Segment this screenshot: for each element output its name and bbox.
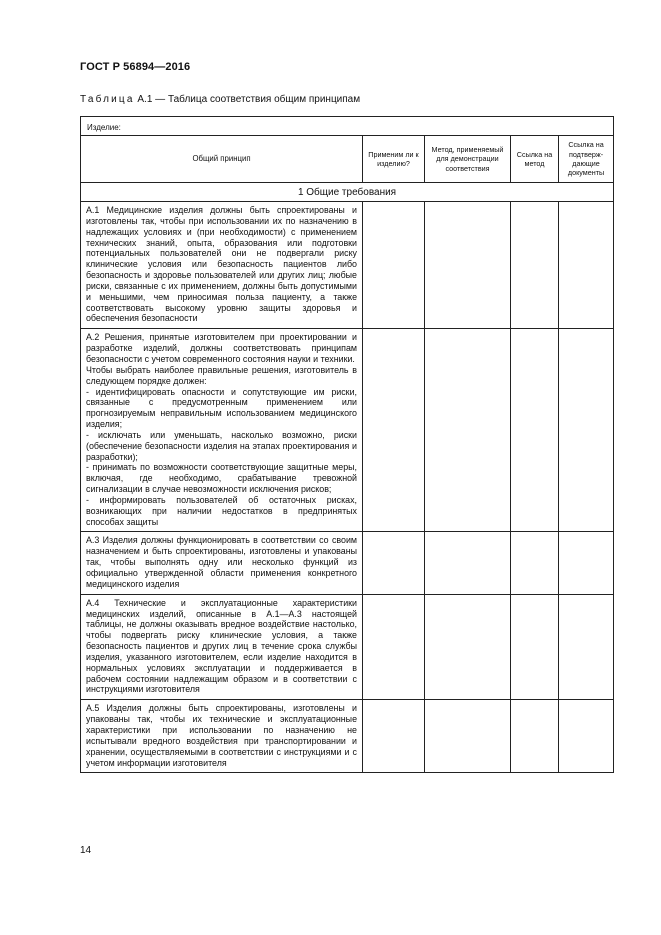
principle-text: А.1 Медицинские изделия должны быть спроектированы и изготовлены так, чтобы при использовании их по назначению в надлежащих условиях и (при необходимости) с применением технических знаний, опыта, образования или подготовки потенциальных пользователей они не подвергали риску клинические условия или безопасность пациентов либо безопасность и здоровье пользователей или других лиц; любые риски, связанные с их применением, должны быть допустимыми и меньшими, чем приносимая польза пациенту, а также соответствовать высокому уровню защиты здоровья и обеспечения безопасности [86, 205, 357, 324]
cell-method-ref [511, 594, 559, 700]
cell-confirming-docs [559, 329, 614, 532]
cell-method [425, 594, 511, 700]
header-row [81, 136, 614, 183]
compliance-table [80, 116, 614, 773]
table-row [81, 329, 614, 532]
cell-applicable [363, 700, 425, 773]
cell-confirming-docs [559, 202, 614, 329]
table-row [81, 594, 614, 700]
principle-text: А.2 Решения, принятые изготовителем при проектировании и разработке изделий, должны соответствовать принципам безопасности с учетом современного состояния науки и техники. [86, 332, 357, 364]
cell-method [425, 202, 511, 329]
cell-confirming-docs [559, 532, 614, 594]
table-caption [80, 94, 360, 105]
cell-method [425, 700, 511, 773]
principle-a2 [81, 329, 363, 532]
cell-applicable [363, 532, 425, 594]
principle-text: - принимать по возможности соответствующие защитные меры, включая, где необходимо, срабатывание тревожной сигнализации в случае невозможности исключения рисков; [86, 462, 357, 495]
product-label: Изделие: [81, 117, 614, 136]
principle-text: - информировать пользователей об остаточных рисках, возникающих при наличии недостатков в предпринятых способах защиты [86, 494, 357, 527]
principle-a4 [81, 594, 363, 700]
principle-a3 [81, 532, 363, 594]
header-method-ref: Ссылка на метод [511, 136, 559, 183]
cell-method-ref [511, 700, 559, 773]
cell-applicable [363, 594, 425, 700]
cell-confirming-docs [559, 594, 614, 700]
cell-applicable [363, 329, 425, 532]
table-row [81, 202, 614, 329]
cell-method-ref [511, 202, 559, 329]
principle-a1 [81, 202, 363, 329]
principle-a5 [81, 700, 363, 773]
table-row [81, 532, 614, 594]
cell-method-ref [511, 329, 559, 532]
cell-confirming-docs [559, 700, 614, 773]
principle-text: - исключать или уменьшать, насколько возможно, риски (обеспечение безопасности изделия на этапах проектирования и разработки); [86, 429, 357, 462]
cell-method-ref [511, 532, 559, 594]
principle-text: А.4 Технические и эксплуатационные характеристики медицинских изделий, описанные в А.1—А.3 настоящей таблицы, не должны оказывать вредное воздействие настолько, чтобы подвергать риску клинические условия, а также безопасность пациентов и других лиц в течение срока службы изделия, указанного изготовителем, если изделие находится в нормальных условиях эксплуатации и поддерживается в рабочем состоянии надлежащим образом и в соответствии с инструкциями изготовителя [86, 597, 357, 695]
principle-text: А.3 Изделия должны функционировать в соответствии со своим назначением и быть спроектированы, изготовлены и упакованы так, чтобы выполнять одну или несколько функций из официально утвержденной области применения конкретного медицинского изделия [86, 535, 357, 589]
principle-text: - идентифицировать опасности и сопутствующие им риски, связанные с предусмотренным применением или прогнозируемым неправильным использованием медицинского изделия; [86, 386, 357, 430]
section-row [81, 183, 614, 202]
section-title: 1 Общие требования [81, 183, 614, 202]
header-confirming-docs: Ссылка на подтверж-дающие документы [559, 136, 614, 183]
cell-method [425, 532, 511, 594]
cell-applicable [363, 202, 425, 329]
header-applicable: Применим ли к изделию? [363, 136, 425, 183]
page-number: 14 [80, 845, 92, 856]
standard-id: ГОСТ Р 56894—2016 [80, 61, 191, 73]
table-caption-prefix: Таблица [80, 94, 135, 105]
header-method: Метод, применяемый для демонстрации соответствия [425, 136, 511, 183]
header-principle: Общий принцип [81, 136, 363, 183]
principle-text: Чтобы выбрать наиболее правильные решения, изготовитель в следующем порядке должен: [86, 364, 357, 386]
table-row [81, 700, 614, 773]
table-caption-text: А.1 — Таблица соответствия общим принципам [137, 94, 361, 105]
product-row [81, 117, 614, 136]
cell-method [425, 329, 511, 532]
principle-text: А.5 Изделия должны быть спроектированы, изготовлены и упакованы так, чтобы их технические и эксплуатационные характеристики при использовании по назначению не испытывали вредного воздействия при транспортировании и хранении, осуществляемыми в соответствии с инструкциями и с учетом информации изготовителя [86, 703, 357, 768]
